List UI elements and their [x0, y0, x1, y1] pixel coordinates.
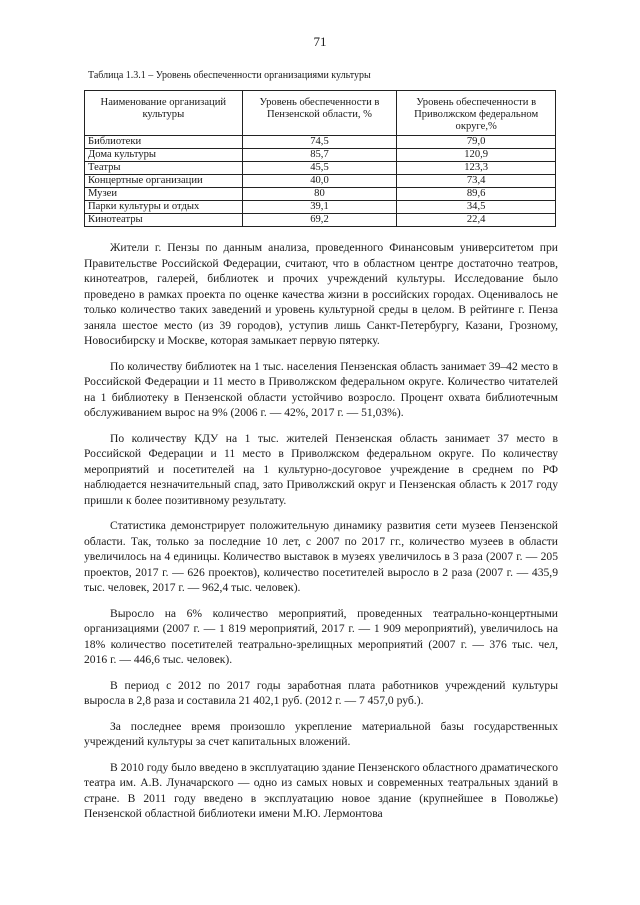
- paragraph: Статистика демонстрирует положительную динамику развития сети музеев Пензенской области. Так, только за последние 10 лет, с 2007 по 2017 гг., количество музеев в области увеличилось на 4 единицы. Количество выставок в музеях увеличилось в 3 раза (2007 г. — 205 проектов, 2017 г. — 626 проектов), количество посетителей выросло в 2 раза (2007 г. — 435,9 тыс. человек, 2017 г. — 962,4 тыс. человек).: [84, 519, 558, 594]
- column-header: Уровень обеспеченности в Пензенской области, %: [242, 91, 397, 136]
- paragraph: По количеству КДУ на 1 тыс. жителей Пензенская область занимает 37 место в Российской Федерации и 11 место в Приволжском федеральном округе. По количеству мероприятий и посетителей на 1 культурно-досуговое учреждение в среднем по РФ наблюдается незначительный спад, зато Приволжский округ и Пензенская область к 2017 году пришли к более позитивному результату.: [84, 431, 558, 507]
- volga-value-cell: 120,9: [397, 149, 556, 162]
- column-header: Наименование организаций культуры: [85, 91, 243, 136]
- paragraph: Выросло на 6% количество мероприятий, проведенных театрально-концертными организациями (2007 г. — 1 819 мероприятий, 2017 г. — 1 909 мероприятий), увеличилось на 18% количество посетителей театрально-зрелищных мероприятий (2007 г. — 376 тыс. чел, 2016 г. — 446,6 тыс. человек).: [84, 606, 558, 666]
- volga-value-cell: 34,5: [397, 201, 556, 214]
- volga-value-cell: 22,4: [397, 214, 556, 227]
- penza-value-cell: 69,2: [242, 214, 397, 227]
- culture-provision-table: [84, 90, 556, 227]
- table-header-row: [85, 91, 556, 136]
- org-name-cell: Кинотеатры: [85, 214, 243, 227]
- table-caption: Таблица 1.3.1 – Уровень обеспеченности организациями культуры: [88, 70, 371, 81]
- table-row: [85, 149, 556, 162]
- paragraph: В 2010 году было введено в эксплуатацию здание Пензенского областного драматического театра им. А.В. Луначарского — одно из самых новых и современных театральных зданий в стране. В 2011 году введено в эксплуатацию новое здание (крупнейшее в Поволжье) Пензенской областной библиотеки имени М.Ю. Лермонтова: [84, 760, 558, 820]
- paragraph: За последнее время произошло укрепление материальной базы государственных учреждений культуры за счет капитальных вложений.: [84, 719, 558, 748]
- table-row: [85, 201, 556, 214]
- volga-value-cell: 123,3: [397, 162, 556, 175]
- paragraph: Жители г. Пензы по данным анализа, проведенного Финансовым университетом при Правительстве Российской Федерации, считают, что в областном центре достаточно театров, кинотеатров, галерей, библиотек и прочих учреждений культуры. Исследование было проведено в рамках проекта по оценке качества жизни в российских городах. Оценивалось не только количество таких заведений и уровень культурной среды в целом. В рейтинге г. Пенза заняла шестое место (из 39 городов), уступив лишь Санкт-Петербургу, Казани, Грозному, Новосибирску и Москве, которая замыкает первую пятерку.: [84, 241, 558, 347]
- org-name-cell: Парки культуры и отдых: [85, 201, 243, 214]
- table-row: [85, 188, 556, 201]
- page-number: 71: [313, 34, 327, 49]
- org-name-cell: Концертные организации: [85, 175, 243, 188]
- paragraph: В период с 2012 по 2017 годы заработная плата работников учреждений культуры выросла в 2,8 раза и составила 21 402,1 руб. (2012 г. — 7 457,0 руб.).: [84, 678, 558, 707]
- org-name-cell: Театры: [85, 162, 243, 175]
- table-row: [85, 175, 556, 188]
- column-header: Уровень обеспеченности в Приволжском федеральном округе,%: [397, 91, 556, 136]
- org-name-cell: Музеи: [85, 188, 243, 201]
- penza-value-cell: 80: [242, 188, 397, 201]
- body-text: [84, 240, 558, 822]
- table-row: [85, 214, 556, 227]
- volga-value-cell: 89,6: [397, 188, 556, 201]
- org-name-cell: Дома культуры: [85, 149, 243, 162]
- penza-value-cell: 85,7: [242, 149, 397, 162]
- penza-value-cell: 40,0: [242, 175, 397, 188]
- table-row: [85, 136, 556, 149]
- penza-value-cell: 45,5: [242, 162, 397, 175]
- volga-value-cell: 73,4: [397, 175, 556, 188]
- penza-value-cell: 74,5: [242, 136, 397, 149]
- paragraph: По количеству библиотек на 1 тыс. населения Пензенская область занимает 39–42 место в Российской Федерации и 11 место в Приволжском федеральном округе. Количество читателей на 1 библиотеку в Пензенской области устойчиво возросло. Процент охвата библиотечным обслуживанием вырос на 9% (2006 г. — 42%, 2017 г. — 51,03%).: [84, 359, 558, 419]
- table-row: [85, 162, 556, 175]
- volga-value-cell: 79,0: [397, 136, 556, 149]
- penza-value-cell: 39,1: [242, 201, 397, 214]
- org-name-cell: Библиотеки: [85, 136, 243, 149]
